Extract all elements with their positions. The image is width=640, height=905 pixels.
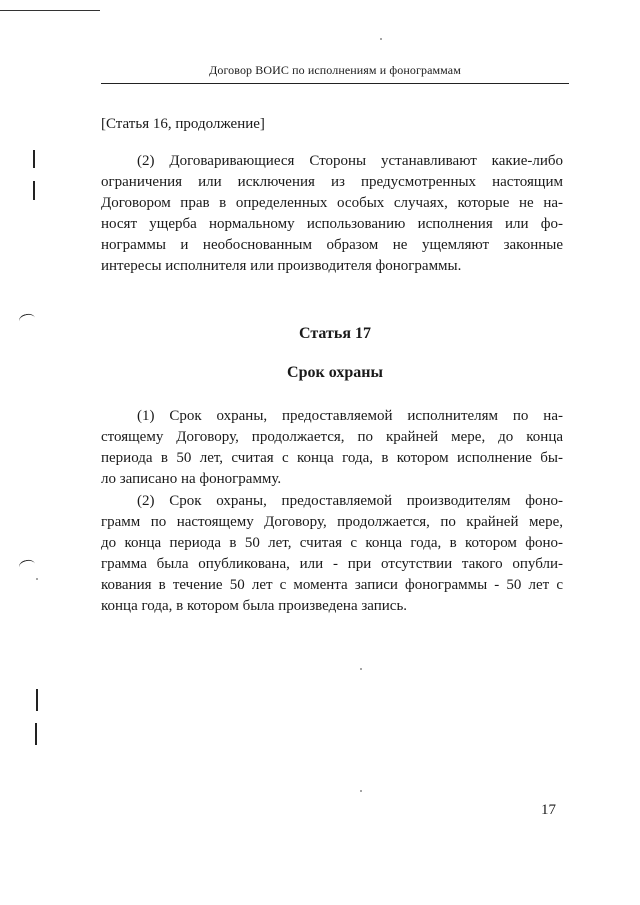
text-line: грамма была опубликована, или - при отсутствии такого опубли- — [101, 556, 563, 572]
running-header — [101, 59, 569, 89]
text-line: до конца периода в 50 лет, считая с конца года, в котором фоно- — [101, 535, 563, 551]
paragraph-16-2 — [101, 151, 563, 277]
text-line: стоящему Договору, продолжается, по крайней мере, до конца — [101, 429, 563, 445]
article-subheading: Срок охраны — [287, 364, 383, 381]
text-line: (2) Договаривающиеся Стороны устанавливают какие-либо — [137, 153, 563, 169]
text-line: конца года, в котором была произведена запись. — [101, 598, 408, 614]
text-line: кования в течение 50 лет с момента записи фонограммы - 50 лет с — [101, 577, 563, 593]
scan-speck — [360, 668, 362, 670]
text-line: нограммы и необоснованным образом не ущемляют законные — [101, 237, 563, 253]
text-line: периода в 50 лет, считая с конца года, в котором исполнение бы- — [101, 450, 563, 466]
scan-speck — [360, 790, 362, 792]
scan-speck — [380, 38, 382, 40]
text-line: (1) Срок охраны, предоставляемой исполнителям по на- — [137, 408, 563, 424]
scan-speck — [36, 578, 38, 580]
text-line: грамм по настоящему Договору, продолжается, по крайней мере, — [101, 514, 563, 530]
paragraph-17-2 — [101, 491, 563, 617]
text-line: Договором прав в определенных особых случаях, которые не на- — [101, 195, 563, 211]
scan-mark — [36, 689, 38, 711]
scan-mark — [33, 150, 35, 168]
page-number: 17 — [541, 802, 556, 818]
text-line: (2) Срок охраны, предоставляемой производителям фоно- — [137, 493, 563, 509]
continuation-note: [Статья 16, продолжение] — [101, 116, 265, 132]
scan-mark — [18, 558, 36, 572]
article-heading: Статья 17 — [299, 325, 371, 342]
text-line: носят ущерба нормальному использованию исполнения или фо- — [101, 216, 563, 232]
text-line: ограничения или исключения из предусмотренных настоящим — [101, 174, 563, 190]
text-line: ло записано на фонограмму. — [101, 471, 282, 487]
scan-edge-line — [0, 10, 100, 11]
text-line: интересы исполнителя или производителя фонограммы. — [101, 258, 462, 274]
paragraph-17-1 — [101, 406, 563, 490]
header-title: Договор ВОИС по исполнениям и фонограммам — [209, 63, 461, 77]
scan-mark — [33, 181, 35, 200]
header-rule — [101, 83, 569, 84]
scan-mark — [35, 723, 37, 745]
